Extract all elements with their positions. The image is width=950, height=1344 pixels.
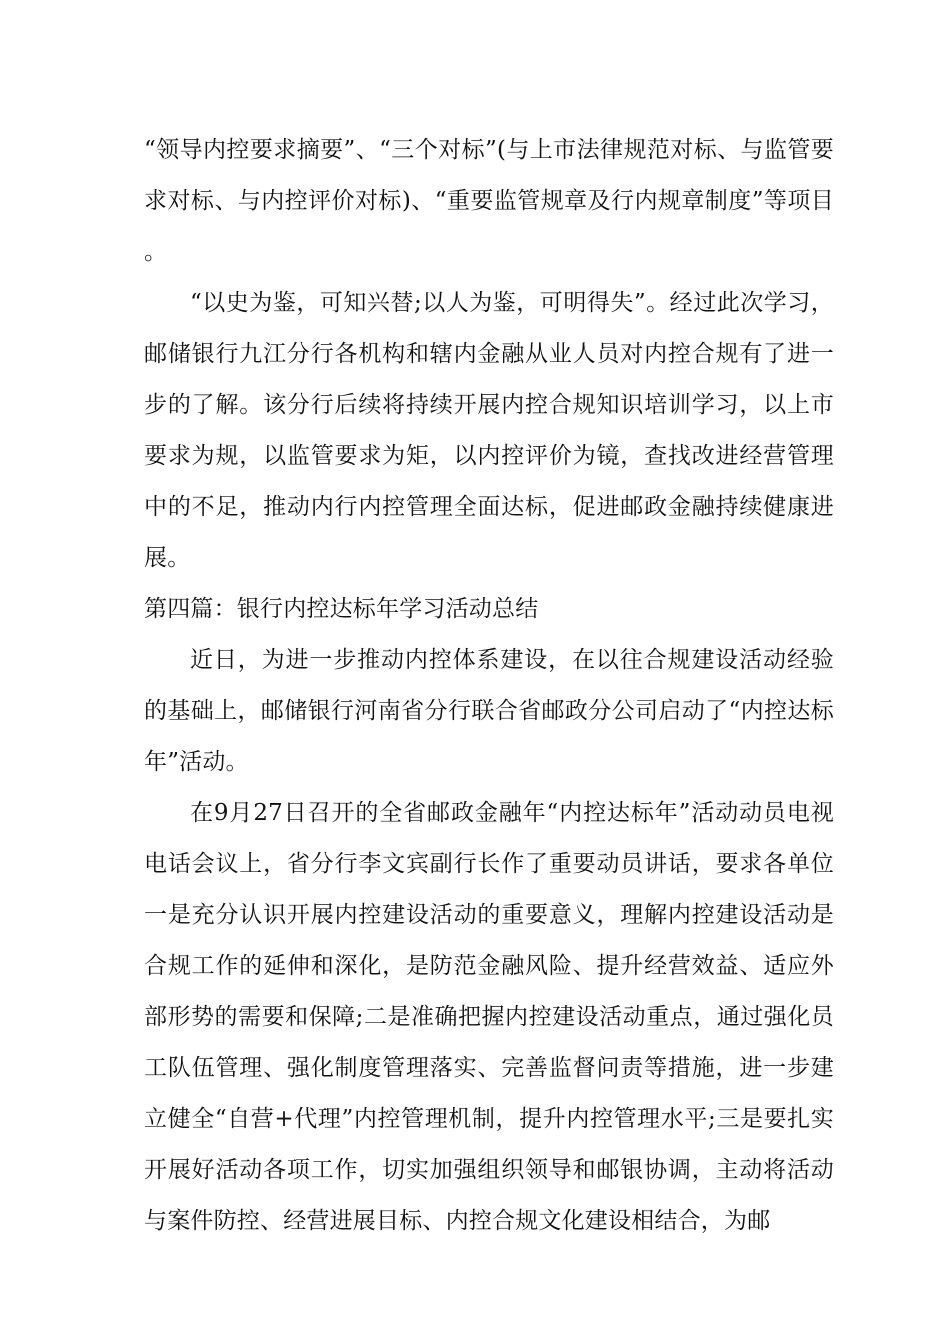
paragraph-meeting: 在9月27日召开的全省邮政金融年“内控达标年”活动动员电视电话会议上，省分行李文宾副行长作了重要动员讲话，要求各单位一是充分认识开展内控建设活动的重要意义，理解内控建设活动是合规工作的延伸和深化，是防范金融风险、提升经营效益、适应外部形势的需要和保障;二是准确把握内控建设活动重点，通过强化员工队伍管理、强化制度管理落实、完善监督问责等措施，进一步建立健全“自营+代理”内控管理机制，提升内控管理水平;三是要扎实开展好活动各项工作，切实加强组织领导和邮银协调，主动将活动与案件防控、经营进展目标、内控合规文化建设相结合，为邮	[144, 800, 834, 1234]
document-page	[144, 125, 834, 1247]
paragraph-continuation: “领导内控要求摘要”、“三个对标”(与上市法律规范对标、与监管要求对标、与内控评价对标)、“重要监管规章及行内规章制度”等项目。	[144, 137, 834, 265]
paragraph-intro: 近日，为进一步推动内控体系建设，在以往合规建设活动经验的基础上，邮储银行河南省分行联合省邮政分公司启动了“内控达标年”活动。	[144, 647, 834, 775]
section-heading: 第四篇：银行内控达标年学习活动总结	[144, 596, 539, 622]
paragraph-summary: “以史为鉴，可知兴替;以人为鉴，可明得失”。经过此次学习，邮储银行九江分行各机构和辖内金融从业人员对内控合规有了进一步的了解。该分行后续将持续开展内控合规知识培训学习，以上市要求为规，以监管要求为矩，以内控评价为镜，查找改进经营管理中的不足，推动内行内控管理全面达标，促进邮政金融持续健康进展。	[144, 290, 834, 571]
